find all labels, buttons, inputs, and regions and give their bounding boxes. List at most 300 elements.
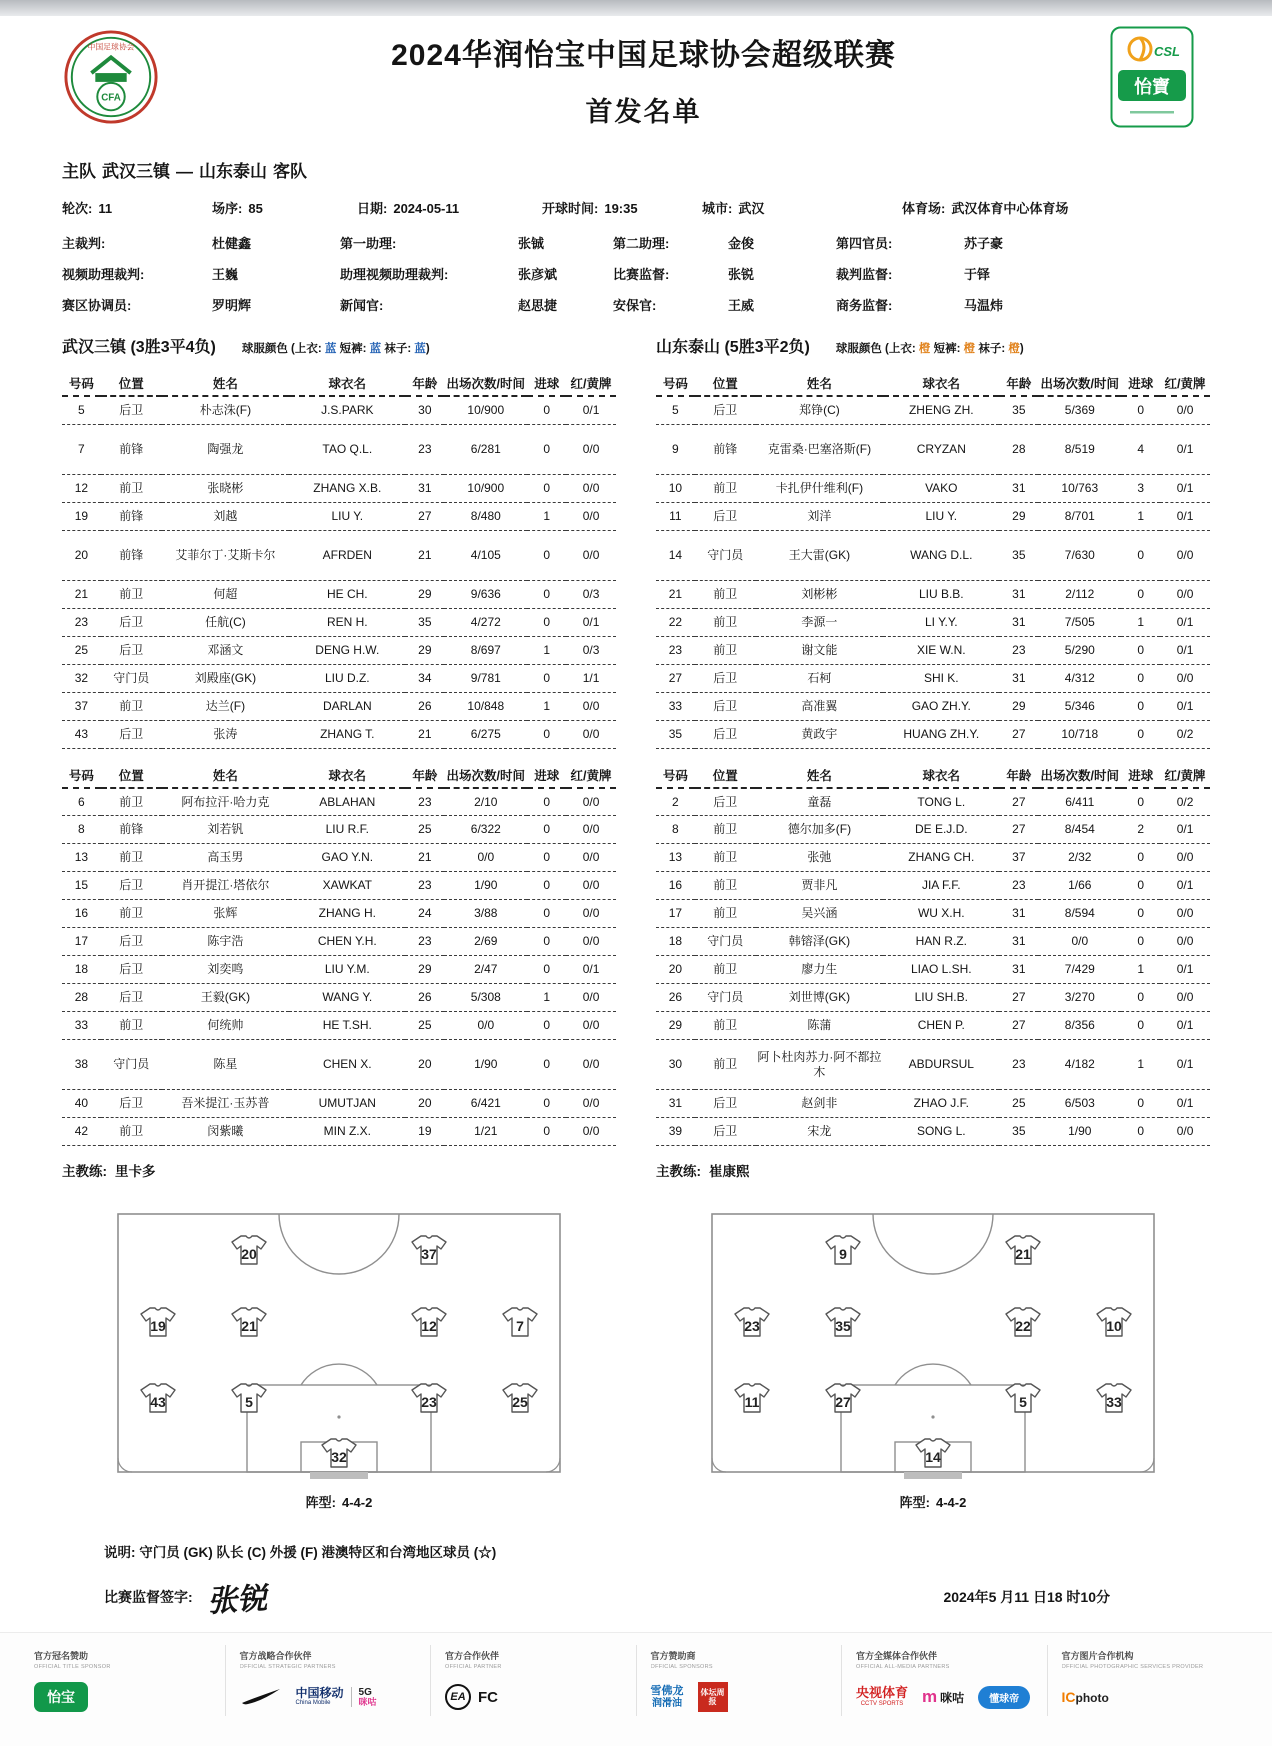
player-pos: 后卫 <box>695 1090 756 1118</box>
player-apps: 8/701 <box>1038 502 1121 530</box>
player-pos: 前锋 <box>695 424 756 474</box>
player-goals: 0 <box>527 1090 566 1118</box>
official-name: 张铖 <box>518 236 545 251</box>
player-cards: 0/2 <box>1160 720 1210 748</box>
player-pos: 前卫 <box>695 636 756 664</box>
player-name: 谢文能 <box>756 636 883 664</box>
player-row <box>656 788 1210 816</box>
player-jersey: XIE W.N. <box>883 636 999 664</box>
player-pos: 前卫 <box>695 956 756 984</box>
player-age: 24 <box>405 900 444 928</box>
player-no: 40 <box>62 1090 101 1118</box>
officials-row <box>62 233 1210 252</box>
chevron-lubricants-logo: 雪佛龙 润滑油 <box>650 1685 684 1709</box>
player-pos: 前卫 <box>695 900 756 928</box>
coach-line: 主教练: 崔康熙 <box>656 1164 750 1179</box>
sponsor-group-label: 官方战略合作伙伴 <box>239 1651 312 1661</box>
shirt-number: 21 <box>1015 1246 1031 1262</box>
player-jersey: ABLAHAN <box>289 788 405 816</box>
official-role-label: 视频助理裁判: <box>62 267 145 282</box>
player-pos: 守门员 <box>695 928 756 956</box>
nike-swoosh-icon <box>240 1688 282 1706</box>
player-jersey: XAWKAT <box>289 872 405 900</box>
player-row <box>656 396 1210 424</box>
player-no: 19 <box>62 502 101 530</box>
dongqiudi-logo: 懂球帝 <box>978 1686 1030 1709</box>
player-goals: 0 <box>1121 692 1160 720</box>
player-goals: 0 <box>527 900 566 928</box>
player-apps: 6/421 <box>444 1090 527 1118</box>
starters-table <box>62 371 616 749</box>
official-name: 王威 <box>728 298 755 313</box>
player-no: 17 <box>656 900 695 928</box>
player-goals: 0 <box>1121 1090 1160 1118</box>
player-name: 陈宇浩 <box>162 928 289 956</box>
official-role-label: 安保官: <box>613 298 657 313</box>
player-apps: 10/763 <box>1038 474 1121 502</box>
player-no: 23 <box>656 636 695 664</box>
player-apps: 8/480 <box>444 502 527 530</box>
player-age: 34 <box>405 664 444 692</box>
sponsor-group-sublabel: OFFICIAL STRATEGIC PARTNERS <box>239 1664 336 1670</box>
player-cards: 0/0 <box>1160 984 1210 1012</box>
player-row <box>656 1012 1210 1040</box>
player-row <box>656 872 1210 900</box>
player-no: 16 <box>62 900 101 928</box>
player-row <box>62 788 616 816</box>
coach-name: 崔康熙 <box>709 1164 750 1179</box>
player-pos: 前卫 <box>695 816 756 844</box>
player-jersey: JIA F.F. <box>883 872 999 900</box>
player-no: 21 <box>62 580 101 608</box>
player-name: 阿布拉汗·哈力克 <box>162 788 289 816</box>
team-name-record: 武汉三镇 (3胜3平4负) <box>62 339 216 356</box>
player-cards: 0/0 <box>566 928 616 956</box>
player-cards: 0/0 <box>566 900 616 928</box>
player-age: 21 <box>405 844 444 872</box>
player-name: 李源一 <box>756 608 883 636</box>
player-row <box>656 580 1210 608</box>
player-row <box>62 636 616 664</box>
player-jersey: AFRDEN <box>289 530 405 580</box>
cctv-sports-logo: 央视体育 CCTV SPORTS <box>856 1685 909 1708</box>
column-header: 年龄 <box>405 763 444 788</box>
player-pos: 前卫 <box>695 474 756 502</box>
player-pos: 前卫 <box>101 1118 162 1146</box>
player-pos: 后卫 <box>101 956 162 984</box>
away-team-name: 山东泰山 <box>199 162 267 181</box>
shirt-number: 21 <box>241 1318 257 1334</box>
player-row <box>62 1090 616 1118</box>
player-row <box>656 956 1210 984</box>
legend-note: 说明: 守门员 (GK) 队长 (C) 外援 (F) 港澳特区和台湾地区球员 (☆) <box>104 1545 497 1560</box>
player-cards: 0/0 <box>566 502 616 530</box>
player-age: 37 <box>999 844 1038 872</box>
player-name: 艾菲尔丁·艾斯卡尔 <box>162 530 289 580</box>
player-no: 25 <box>62 636 101 664</box>
player-jersey: LIAO L.SH. <box>883 956 999 984</box>
shirt-number: 7 <box>516 1318 524 1334</box>
player-no: 23 <box>62 608 101 636</box>
shirt-number: 23 <box>421 1394 437 1410</box>
player-pos: 守门员 <box>695 530 756 580</box>
supervisor-signature <box>104 1575 267 1619</box>
official-name: 赵思捷 <box>518 298 558 313</box>
player-row <box>656 608 1210 636</box>
team-header <box>656 334 1210 357</box>
player-age: 31 <box>999 608 1038 636</box>
player-pos: 后卫 <box>101 720 162 748</box>
player-goals: 1 <box>1121 502 1160 530</box>
official-role-label: 助理视频助理裁判: <box>340 267 449 282</box>
shirt-number: 20 <box>241 1246 257 1262</box>
migu-mini-logo: 咪咕 <box>358 1696 377 1707</box>
player-age: 20 <box>405 1090 444 1118</box>
column-header: 球衣名 <box>289 371 405 396</box>
player-name: 郑铮(C) <box>756 396 883 424</box>
substitutes-table <box>656 763 1210 1147</box>
player-pos: 后卫 <box>101 928 162 956</box>
player-name: 刘殿座(GK) <box>162 664 289 692</box>
player-row <box>62 530 616 580</box>
shirt-number: 43 <box>150 1394 166 1410</box>
player-no: 18 <box>656 928 695 956</box>
player-jersey: WANG Y. <box>289 984 405 1012</box>
player-goals: 0 <box>527 474 566 502</box>
player-no: 13 <box>656 844 695 872</box>
player-no: 9 <box>656 424 695 474</box>
player-age: 31 <box>405 474 444 502</box>
player-name: 张涛 <box>162 720 289 748</box>
player-pos: 后卫 <box>695 1118 756 1146</box>
player-row <box>62 984 616 1012</box>
match-info-item: 体育场: 武汉体育中心体育场 <box>902 201 1069 216</box>
match-info-item: 场序: 85 <box>212 201 263 216</box>
player-name: 王毅(GK) <box>162 984 289 1012</box>
player-name: 廖力生 <box>756 956 883 984</box>
player-apps: 0/0 <box>444 844 527 872</box>
column-header: 进球 <box>527 763 566 788</box>
player-pos: 前卫 <box>695 608 756 636</box>
player-age: 28 <box>999 424 1038 474</box>
player-name: 黄政宇 <box>756 720 883 748</box>
player-apps: 7/429 <box>1038 956 1121 984</box>
player-jersey: ZHANG X.B. <box>289 474 405 502</box>
sponsor-group-sublabel: OFFICIAL TITLE SPONSOR <box>34 1664 111 1670</box>
player-apps: 8/594 <box>1038 900 1121 928</box>
shirt-number: 25 <box>512 1394 528 1410</box>
player-cards: 0/0 <box>566 816 616 844</box>
player-goals: 0 <box>527 1118 566 1146</box>
player-goals: 1 <box>1121 1040 1160 1090</box>
player-goals: 0 <box>527 788 566 816</box>
player-apps: 1/66 <box>1038 872 1121 900</box>
team-name-record: 山东泰山 (5胜3平2负) <box>656 339 810 356</box>
player-cards: 0/1 <box>566 396 616 424</box>
player-apps: 4/312 <box>1038 664 1121 692</box>
player-name: 克雷桑·巴塞洛斯(F) <box>756 424 883 474</box>
document-header <box>62 26 1210 133</box>
player-cards: 0/1 <box>1160 692 1210 720</box>
column-header: 出场次数/时间 <box>1038 371 1121 396</box>
player-jersey: ZHANG H. <box>289 900 405 928</box>
match-teams-line <box>62 157 1210 182</box>
shirt-number: 32 <box>331 1449 347 1465</box>
player-pos: 后卫 <box>101 608 162 636</box>
player-row <box>656 502 1210 530</box>
player-shirt-icon <box>412 1236 446 1264</box>
player-goals: 0 <box>1121 872 1160 900</box>
player-age: 27 <box>999 788 1038 816</box>
player-apps: 10/900 <box>444 474 527 502</box>
player-goals: 0 <box>1121 900 1160 928</box>
team-header <box>62 334 616 357</box>
player-apps: 2/69 <box>444 928 527 956</box>
player-age: 35 <box>999 530 1038 580</box>
player-goals: 0 <box>1121 1118 1160 1146</box>
player-goals: 0 <box>527 844 566 872</box>
player-cards: 0/0 <box>566 720 616 748</box>
player-cards: 1/1 <box>566 664 616 692</box>
player-shirt-icon <box>232 1308 266 1336</box>
player-row <box>656 816 1210 844</box>
official-name: 金俊 <box>728 236 755 251</box>
official-role-label: 新闻官: <box>340 298 384 313</box>
player-name: 陈蒲 <box>756 1012 883 1040</box>
player-apps: 1/90 <box>444 872 527 900</box>
player-row <box>62 872 616 900</box>
player-pos: 前锋 <box>101 816 162 844</box>
china-mobile-logo: 中国移动 China Mobile 5G 咪咕 <box>295 1686 377 1707</box>
column-header: 位置 <box>101 763 162 788</box>
sponsor-group-strategic <box>225 1645 431 1716</box>
sponsor-group-label: 官方全媒体合作伙伴 <box>856 1651 938 1661</box>
player-no: 10 <box>656 474 695 502</box>
player-goals: 0 <box>1121 788 1160 816</box>
player-cards: 0/0 <box>1160 1118 1210 1146</box>
player-apps: 10/900 <box>444 396 527 424</box>
player-jersey: LIU Y.M. <box>289 956 405 984</box>
shirt-number: 10 <box>1106 1318 1122 1334</box>
player-age: 31 <box>999 928 1038 956</box>
shirt-number: 22 <box>1015 1318 1031 1334</box>
player-goals: 0 <box>1121 580 1160 608</box>
player-no: 14 <box>656 530 695 580</box>
player-apps: 2/10 <box>444 788 527 816</box>
player-age: 27 <box>999 816 1038 844</box>
player-jersey: CHEN Y.H. <box>289 928 405 956</box>
player-goals: 0 <box>527 1012 566 1040</box>
player-name: 贾非凡 <box>756 872 883 900</box>
player-row <box>62 1012 616 1040</box>
cfa-caption: 中国足球协会 <box>87 42 135 52</box>
player-row <box>62 816 616 844</box>
column-header: 姓名 <box>756 371 883 396</box>
player-cards: 0/0 <box>566 1040 616 1090</box>
column-header: 年龄 <box>999 763 1038 788</box>
player-goals: 1 <box>527 502 566 530</box>
player-row <box>656 530 1210 580</box>
player-apps: 4/105 <box>444 530 527 580</box>
player-no: 32 <box>62 664 101 692</box>
shirt-number: 33 <box>1106 1394 1122 1410</box>
player-cards: 0/1 <box>1160 636 1210 664</box>
player-no: 39 <box>656 1118 695 1146</box>
away-formation-label: 阵型: 4-4-2 <box>899 1495 967 1510</box>
player-pos: 前卫 <box>695 844 756 872</box>
player-name: 张弛 <box>756 844 883 872</box>
player-age: 27 <box>999 1012 1038 1040</box>
column-header: 红/黄牌 <box>566 371 616 396</box>
player-no: 12 <box>62 474 101 502</box>
player-row <box>656 692 1210 720</box>
player-name: 赵剑非 <box>756 1090 883 1118</box>
player-pos: 前锋 <box>101 424 162 474</box>
player-pos: 后卫 <box>101 984 162 1012</box>
player-cards: 0/1 <box>1160 872 1210 900</box>
player-apps: 4/272 <box>444 608 527 636</box>
player-jersey: ZHANG T. <box>289 720 405 748</box>
player-shirt-icon <box>1006 1384 1040 1412</box>
player-goals: 0 <box>527 956 566 984</box>
away-label: 客队 <box>273 162 307 181</box>
player-goals: 0 <box>1121 984 1160 1012</box>
player-shirt-icon <box>232 1236 266 1264</box>
player-age: 21 <box>405 530 444 580</box>
player-name: 阿卜杜肉苏力·阿不都拉木 <box>756 1040 883 1090</box>
yibao-logo: 怡宝 <box>34 1682 88 1712</box>
player-name: 吴兴涵 <box>756 900 883 928</box>
player-age: 20 <box>405 1040 444 1090</box>
player-goals: 0 <box>1121 928 1160 956</box>
player-cards: 0/1 <box>1160 608 1210 636</box>
player-age: 25 <box>405 816 444 844</box>
player-shirt-icon <box>141 1384 175 1412</box>
player-no: 16 <box>656 872 695 900</box>
player-cards: 0/0 <box>1160 928 1210 956</box>
player-jersey: CRYZAN <box>883 424 999 474</box>
player-no: 31 <box>656 1090 695 1118</box>
home-team-column <box>62 334 616 1180</box>
table-header-row <box>62 763 616 788</box>
player-goals: 0 <box>1121 530 1160 580</box>
player-cards: 0/0 <box>566 788 616 816</box>
player-no: 37 <box>62 692 101 720</box>
player-pos: 后卫 <box>101 396 162 424</box>
csl-text: CSL <box>1154 44 1180 59</box>
player-goals: 2 <box>1121 816 1160 844</box>
player-jersey: GAO Y.N. <box>289 844 405 872</box>
player-apps: 8/697 <box>444 636 527 664</box>
player-name: 高准翼 <box>756 692 883 720</box>
player-pos: 前卫 <box>101 580 162 608</box>
player-shirt-icon <box>826 1384 860 1412</box>
sponsor-group-media <box>841 1645 1047 1716</box>
column-header: 进球 <box>1121 371 1160 396</box>
sponsor-group-sublabel: OFFICIAL ALL-MEDIA PARTNERS <box>856 1664 950 1670</box>
player-cards: 0/0 <box>566 1118 616 1146</box>
sponsor-group-title <box>20 1645 225 1716</box>
player-goals: 0 <box>1121 720 1160 748</box>
page-top-band <box>0 0 1272 16</box>
player-jersey: CHEN P. <box>883 1012 999 1040</box>
player-apps: 5/290 <box>1038 636 1121 664</box>
player-shirt-icon <box>1097 1384 1131 1412</box>
player-cards: 0/0 <box>1160 664 1210 692</box>
match-info-item: 开球时间: 19:35 <box>542 201 638 216</box>
player-no: 20 <box>656 956 695 984</box>
cfa-logo <box>62 28 177 131</box>
player-apps: 8/454 <box>1038 816 1121 844</box>
player-goals: 1 <box>527 692 566 720</box>
player-goals: 0 <box>527 872 566 900</box>
player-pos: 后卫 <box>695 720 756 748</box>
shirt-number: 19 <box>150 1318 166 1334</box>
column-header: 红/黄牌 <box>566 763 616 788</box>
player-jersey: MIN Z.X. <box>289 1118 405 1146</box>
player-pos: 前卫 <box>101 788 162 816</box>
player-goals: 0 <box>1121 396 1160 424</box>
player-age: 31 <box>999 900 1038 928</box>
player-row <box>62 502 616 530</box>
player-no: 27 <box>656 664 695 692</box>
player-name: 刘若钒 <box>162 816 289 844</box>
player-apps: 5/308 <box>444 984 527 1012</box>
player-apps: 7/630 <box>1038 530 1121 580</box>
player-cards: 0/1 <box>566 608 616 636</box>
player-name: 刘越 <box>162 502 289 530</box>
player-goals: 0 <box>527 396 566 424</box>
player-no: 6 <box>62 788 101 816</box>
player-age: 31 <box>999 956 1038 984</box>
player-shirt-icon <box>232 1384 266 1412</box>
match-info-item: 轮次: 11 <box>62 201 113 216</box>
official-name: 苏子豪 <box>964 236 1004 251</box>
player-jersey: SHI K. <box>883 664 999 692</box>
player-pos: 前卫 <box>695 1040 756 1090</box>
player-goals: 0 <box>527 928 566 956</box>
player-row <box>62 396 616 424</box>
player-apps: 6/322 <box>444 816 527 844</box>
player-no: 5 <box>62 396 101 424</box>
player-goals: 0 <box>527 664 566 692</box>
csl-yibao-text: 怡寶 <box>1134 77 1170 97</box>
player-pos: 守门员 <box>101 664 162 692</box>
home-formation-label: 阵型: 4-4-2 <box>305 1495 373 1510</box>
player-cards: 0/0 <box>566 984 616 1012</box>
player-age: 29 <box>999 502 1038 530</box>
sponsor-group-sublabel: OFFICIAL SPONSORS <box>650 1664 713 1670</box>
sponsor-group-label: 官方冠名赞助 <box>34 1651 89 1661</box>
player-shirt-icon <box>141 1308 175 1336</box>
player-age: 31 <box>999 580 1038 608</box>
player-apps: 1/90 <box>1038 1118 1121 1146</box>
player-pos: 后卫 <box>101 1090 162 1118</box>
match-info-item: 城市: 武汉 <box>702 201 765 216</box>
player-goals: 0 <box>1121 844 1160 872</box>
away-team-column <box>656 334 1210 1180</box>
officials-row <box>62 264 1210 283</box>
shirt-number: 5 <box>245 1394 253 1410</box>
player-pos: 前卫 <box>101 1012 162 1040</box>
player-row <box>656 1040 1210 1090</box>
player-no: 33 <box>62 1012 101 1040</box>
player-apps: 1/90 <box>444 1040 527 1090</box>
player-shirt-icon <box>735 1308 769 1336</box>
player-apps: 6/503 <box>1038 1090 1121 1118</box>
player-cards: 0/1 <box>1160 424 1210 474</box>
player-cards: 0/1 <box>566 956 616 984</box>
